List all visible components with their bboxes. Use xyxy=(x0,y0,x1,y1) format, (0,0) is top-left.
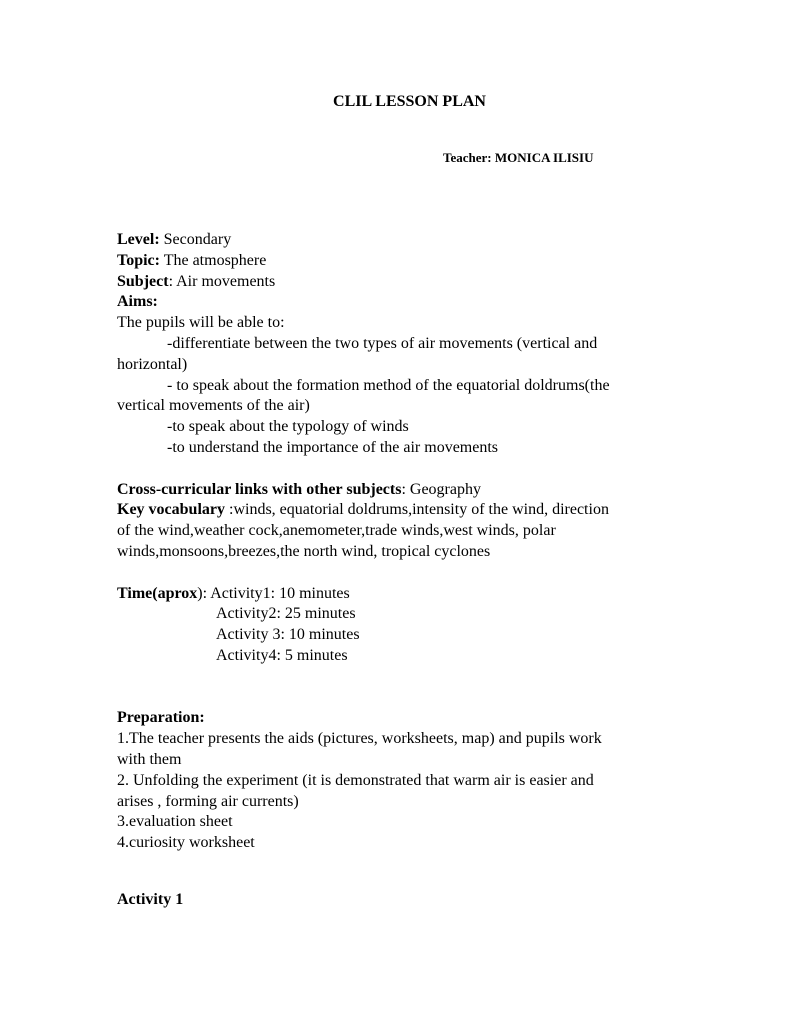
preparation-item: 4.curiosity worksheet xyxy=(117,834,255,852)
spacer xyxy=(117,854,687,890)
key-vocabulary-continued: winds,monsoons,breezes,the north wind, tropical cyclones xyxy=(117,542,491,560)
document-title: CLIL LESSON PLAN xyxy=(333,93,486,110)
key-vocabulary-continued: of the wind,weather cock,anemometer,trade winds,west winds, polar xyxy=(117,522,556,540)
preparation-item-continued: arises , forming air currents) xyxy=(117,792,299,810)
topic-line xyxy=(117,251,687,272)
subject-label: Subject xyxy=(117,272,169,290)
preparation-item: 3.evaluation sheet xyxy=(117,813,233,831)
topic-label: Topic: xyxy=(117,251,160,269)
preparation-item: 2. Unfolding the experiment (it is demonstrated that warm air is easier and xyxy=(117,771,594,789)
cross-curricular-value: : Geography xyxy=(401,480,481,498)
preparation-item-continued: with them xyxy=(117,750,182,768)
spacer xyxy=(117,667,687,709)
aim-item: -to speak about the typology of winds xyxy=(167,418,409,436)
preparation-item: 1.The teacher presents the aids (pictures, worksheets, map) and pupils work xyxy=(117,730,602,748)
spacer xyxy=(117,563,687,584)
activity1-heading: Activity 1 xyxy=(117,890,184,908)
teacher-label: Teacher: xyxy=(443,150,492,165)
topic-value: The atmosphere xyxy=(159,251,267,269)
cross-curricular-label: Cross-curricular links with other subjects xyxy=(117,480,402,498)
preparation-label: Preparation: xyxy=(117,709,205,727)
aim-item-continued: vertical movements of the air) xyxy=(117,397,310,415)
level-label: Level: xyxy=(117,231,160,248)
aim-item-continued: horizontal) xyxy=(117,355,188,373)
subject-line xyxy=(117,272,687,293)
key-vocabulary-value: :winds, equatorial doldrums,intensity of the wind, direction xyxy=(225,501,609,519)
aims-intro: The pupils will be able to: xyxy=(117,314,285,332)
aim-item: -differentiate between the two types of air movements (vertical and xyxy=(167,334,598,352)
cross-curricular-line xyxy=(117,480,687,501)
level-value: Secondary xyxy=(159,231,232,248)
teacher-name: MONICA ILISIU xyxy=(494,150,594,165)
lesson-body xyxy=(117,230,687,911)
time-label: Time(aprox xyxy=(117,584,198,602)
teacher-line xyxy=(443,150,593,166)
time-activity: Activity 3: 10 minutes xyxy=(216,626,360,644)
time-activity: Activity4: 5 minutes xyxy=(216,646,348,664)
subject-value: : Air movements xyxy=(168,272,276,290)
level-line xyxy=(117,230,687,251)
spacer xyxy=(117,459,687,480)
aim-item: - to speak about the formation method of the equatorial doldrums(the xyxy=(167,376,610,394)
key-vocabulary-line xyxy=(117,500,687,521)
time-activity1: ): Activity1: 10 minutes xyxy=(197,584,350,602)
aims-label: Aims: xyxy=(117,293,158,311)
key-vocabulary-label: Key vocabulary xyxy=(117,501,225,519)
time-activity: Activity2: 25 minutes xyxy=(216,605,356,623)
aim-item: -to understand the importance of the air movements xyxy=(167,438,499,456)
time-line xyxy=(117,584,687,605)
